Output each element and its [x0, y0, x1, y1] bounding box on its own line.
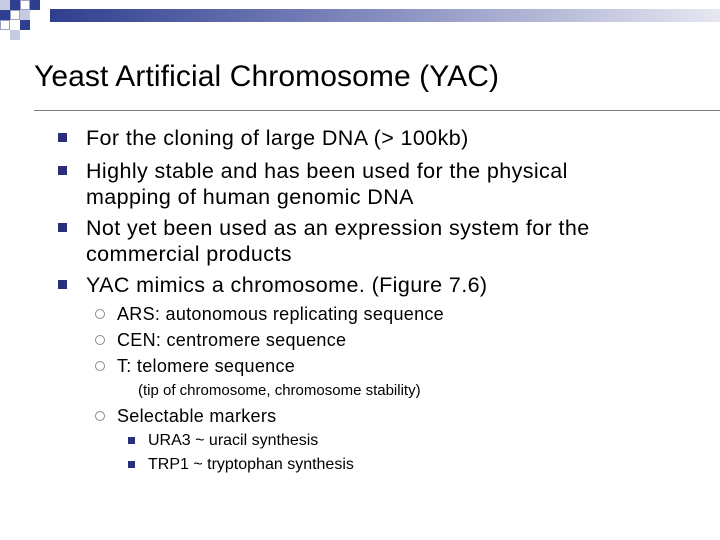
- header-gradient-bar: [50, 9, 720, 22]
- bullet-text: YAC mimics a chromosome. (Figure 7.6): [86, 273, 488, 297]
- sub-bullet-text: CEN: centromere sequence: [117, 330, 347, 350]
- slide-title: Yeast Artificial Chromosome (YAC): [34, 60, 500, 93]
- deco-square: [10, 10, 20, 20]
- deco-square: [0, 20, 10, 30]
- hollow-circle-bullet-icon: [95, 335, 105, 345]
- deco-square: [0, 10, 10, 20]
- hollow-circle-bullet-icon: [95, 309, 105, 319]
- bullet-text: For the cloning of large DNA (> 100kb): [86, 126, 469, 150]
- square-bullet-icon: [58, 133, 67, 142]
- bullet-text: mapping of human genomic DNA: [86, 185, 414, 209]
- sub-bullet-text: ARS: autonomous replicating sequence: [117, 304, 444, 324]
- marker-text: TRP1 ~ tryptophan synthesis: [148, 456, 354, 473]
- sub-bullet-text: T: telomere sequence: [117, 356, 296, 376]
- square-bullet-icon: [58, 280, 67, 289]
- deco-square: [20, 0, 30, 10]
- bullet-text: Highly stable and has been used for the physical: [86, 159, 568, 183]
- sub-bullet-text: Selectable markers: [117, 406, 277, 426]
- deco-square: [30, 0, 40, 10]
- square-bullet-icon: [128, 461, 135, 468]
- square-bullet-icon: [58, 166, 67, 175]
- deco-square: [10, 0, 20, 10]
- title-divider: [34, 110, 720, 111]
- hollow-circle-bullet-icon: [95, 361, 105, 371]
- deco-square: [20, 20, 30, 30]
- deco-square: [10, 30, 20, 40]
- bullet-text: commercial products: [86, 242, 292, 266]
- hollow-circle-bullet-icon: [95, 411, 105, 421]
- square-bullet-icon: [58, 223, 67, 232]
- marker-text: URA3 ~ uracil synthesis: [148, 432, 319, 449]
- deco-square: [20, 10, 30, 20]
- square-bullet-icon: [128, 437, 135, 444]
- bullet-text: Not yet been used as an expression system for the: [86, 216, 590, 240]
- deco-square: [0, 0, 10, 10]
- telomere-note: (tip of chromosome, chromosome stability): [138, 382, 421, 399]
